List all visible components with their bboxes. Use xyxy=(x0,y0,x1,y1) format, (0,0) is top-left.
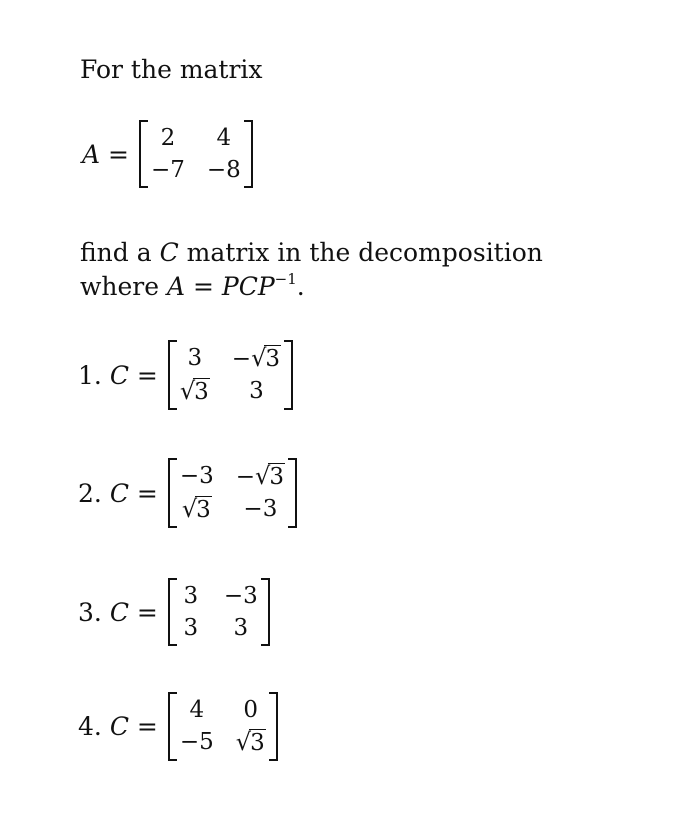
option-2-matrix xyxy=(168,458,297,528)
option-4-matrix xyxy=(168,692,278,761)
option-3-cell-1-1: 3 xyxy=(233,615,249,641)
option-4-cell-0-0: 4 xyxy=(189,697,205,723)
option-3-grid xyxy=(180,578,258,646)
option-4-lhs: 4. C = xyxy=(78,712,158,741)
option-2-cell-0-1: −√3 xyxy=(235,462,284,490)
option-2-grid xyxy=(180,458,285,528)
option-1-lhs: 1. C = xyxy=(78,360,158,390)
matrix-a-cell-0-0: 2 xyxy=(160,125,176,151)
question-line-1 xyxy=(80,238,543,268)
option-2-cell-0-0: −3 xyxy=(179,463,214,489)
option-4 xyxy=(78,692,278,761)
option-2 xyxy=(78,458,297,528)
option-2-label: 2. xyxy=(78,478,110,508)
option-4-grid xyxy=(180,692,266,761)
option-2-cell-1-0: √3 xyxy=(181,495,211,523)
option-4-label: 4. xyxy=(78,712,110,741)
option-2-lhs: 2. C = xyxy=(78,478,158,508)
option-1 xyxy=(78,340,293,410)
question-text-1b: matrix in the decomposition xyxy=(178,238,543,267)
option-1-var: C xyxy=(109,360,129,390)
option-3-cell-1-0: 3 xyxy=(183,615,199,641)
question-text-2a: where xyxy=(80,272,167,301)
question-text-1a: find a xyxy=(80,238,160,267)
option-3-lhs: 3. C = xyxy=(78,597,158,627)
option-1-cell-0-1: −√3 xyxy=(231,344,281,372)
option-3-cell-0-0: 3 xyxy=(183,583,199,609)
option-1-matrix xyxy=(168,340,293,410)
matrix-a-cell-1-1: −8 xyxy=(206,157,241,183)
option-3-matrix xyxy=(168,578,270,646)
question-period: . xyxy=(296,272,305,301)
matrix-a-equation xyxy=(82,120,253,188)
question-equation: A = PCP xyxy=(167,272,275,301)
option-4-cell-1-1: √3 xyxy=(235,728,265,756)
intro-text: For the matrix xyxy=(80,55,263,84)
option-3-label: 3. xyxy=(78,597,110,627)
matrix-a-cell-1-0: −7 xyxy=(150,157,185,183)
matrix-a-cell-0-1: 4 xyxy=(216,125,232,151)
question-var-c: C xyxy=(159,238,179,267)
option-4-var: C xyxy=(109,712,129,741)
question-exponent: −1 xyxy=(274,270,297,288)
question-line-2 xyxy=(80,272,305,302)
option-1-label: 1. xyxy=(78,360,110,390)
matrix-a-lhs: A = xyxy=(82,139,129,169)
option-1-grid xyxy=(180,340,281,410)
option-1-cell-0-0: 3 xyxy=(187,345,203,371)
option-4-cell-0-1: 0 xyxy=(243,697,259,723)
option-2-cell-1-1: −3 xyxy=(243,496,278,522)
option-4-cell-1-0: −5 xyxy=(179,729,214,755)
option-1-cell-1-0: √3 xyxy=(179,377,209,405)
option-1-cell-1-1: 3 xyxy=(249,378,264,404)
matrix-a xyxy=(139,120,253,188)
matrix-a-name: A xyxy=(82,139,101,169)
option-3-cell-0-1: −3 xyxy=(223,583,258,609)
option-3 xyxy=(78,578,270,646)
option-3-var: C xyxy=(109,597,129,627)
option-2-var: C xyxy=(109,478,129,508)
matrix-a-grid xyxy=(151,120,241,188)
